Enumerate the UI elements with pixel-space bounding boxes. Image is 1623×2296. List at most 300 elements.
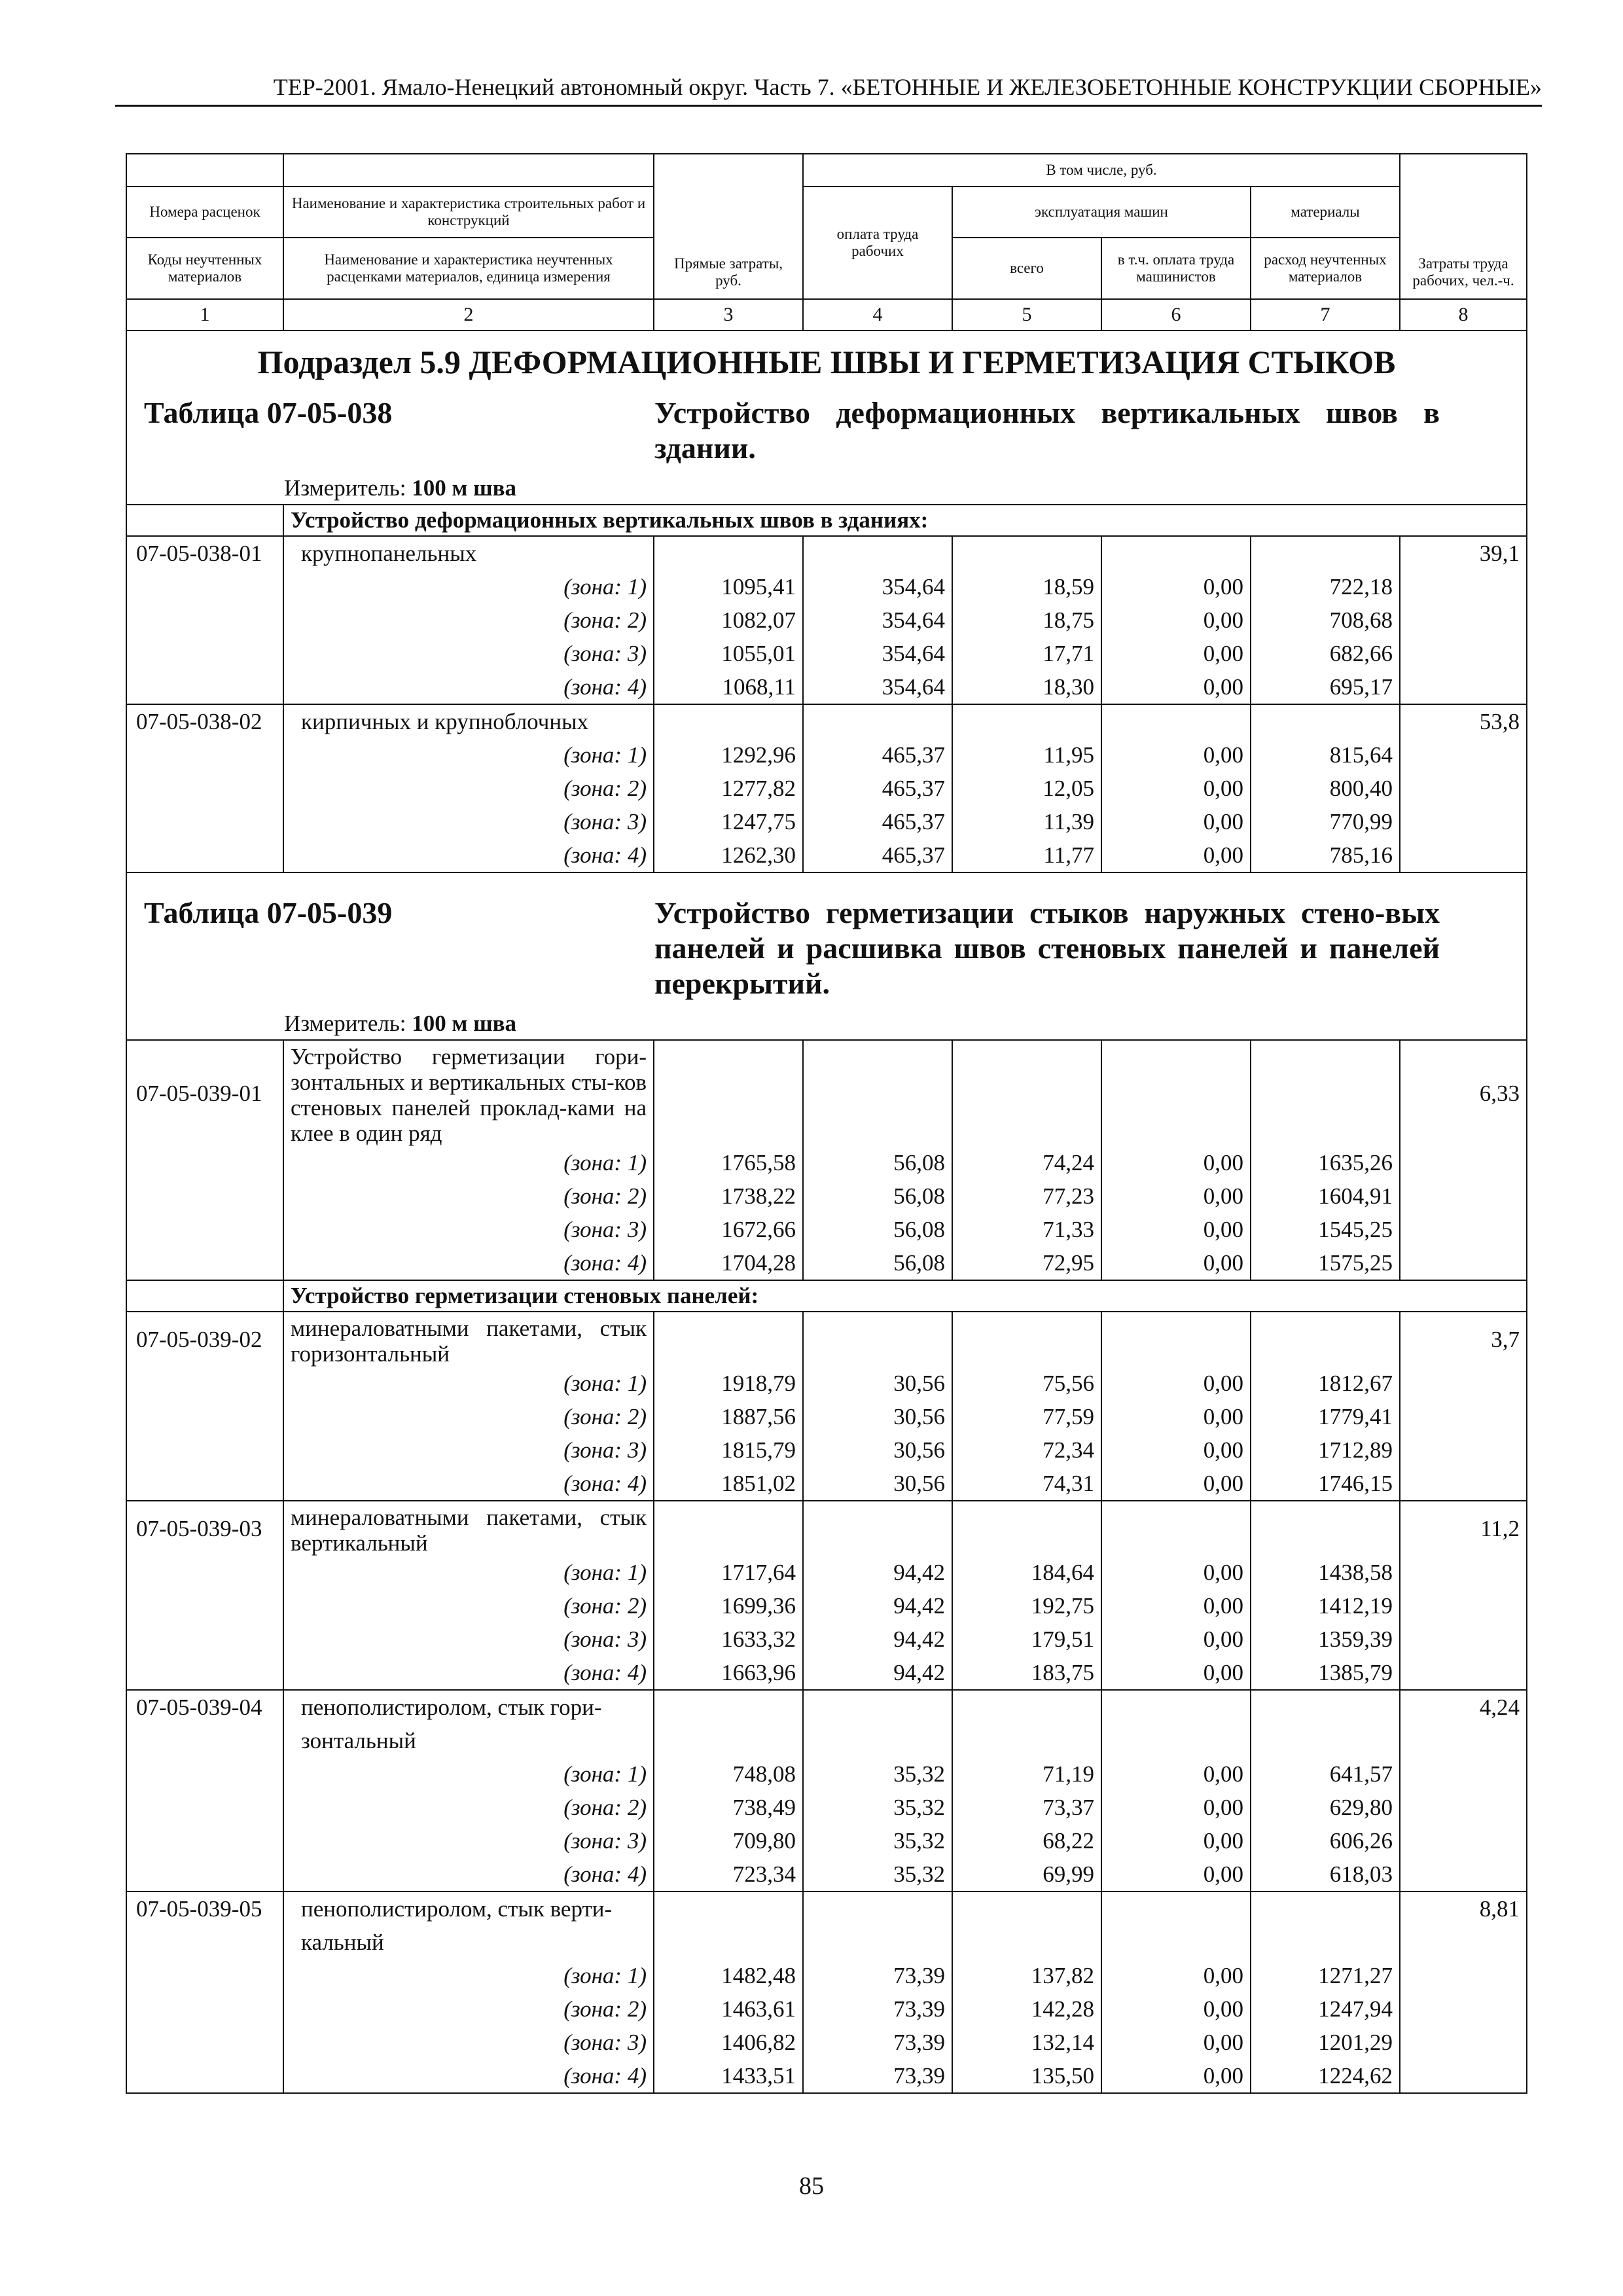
materials: 695,17 bbox=[1251, 670, 1400, 704]
rate-name: крупнопанельных bbox=[283, 536, 654, 570]
machinist-pay: 0,00 bbox=[1101, 1757, 1251, 1791]
worker-pay: 30,56 bbox=[803, 1467, 952, 1501]
empty-cell bbox=[126, 1791, 283, 1824]
zone-row bbox=[126, 1656, 1527, 1690]
direct-costs: 1717,64 bbox=[654, 1556, 803, 1589]
machine-operation: 132,14 bbox=[952, 2026, 1101, 2059]
machinist-pay: 0,00 bbox=[1101, 1213, 1251, 1246]
worker-pay: 465,37 bbox=[803, 838, 952, 872]
labor-costs: 53,8 bbox=[1400, 704, 1527, 738]
machine-operation: 73,37 bbox=[952, 1791, 1101, 1824]
rate-code: 07-05-038-02 bbox=[126, 704, 283, 738]
materials: 682,66 bbox=[1251, 637, 1400, 670]
empty-cell bbox=[1400, 1791, 1527, 1824]
empty-cell bbox=[654, 1040, 803, 1146]
materials: 1545,25 bbox=[1251, 1213, 1400, 1246]
empty-cell bbox=[1400, 1857, 1527, 1892]
zone-label: (зона: 2) bbox=[283, 772, 654, 805]
header-machine-operation: эксплуатация машин bbox=[952, 187, 1251, 238]
machinist-pay: 0,00 bbox=[1101, 838, 1251, 872]
empty-cell bbox=[1101, 536, 1251, 570]
zone-label: (зона: 3) bbox=[283, 1623, 654, 1656]
rate-code: 07-05-038-01 bbox=[126, 536, 283, 570]
zone-row bbox=[126, 738, 1527, 772]
header-row-1 bbox=[126, 154, 1527, 187]
machine-operation: 72,95 bbox=[952, 1246, 1101, 1280]
header-direct-costs: Прямые затраты, руб. bbox=[654, 154, 803, 299]
machinist-pay: 0,00 bbox=[1101, 1992, 1251, 2026]
empty-cell bbox=[1400, 1213, 1527, 1246]
rate-row bbox=[126, 1312, 1527, 1367]
empty-cell bbox=[126, 1433, 283, 1467]
materials: 815,64 bbox=[1251, 738, 1400, 772]
zone-row bbox=[126, 1757, 1527, 1791]
empty-cell bbox=[126, 1213, 283, 1246]
empty-cell bbox=[952, 1690, 1101, 1757]
direct-costs: 1704,28 bbox=[654, 1246, 803, 1280]
worker-pay: 56,08 bbox=[803, 1213, 952, 1246]
empty-cell bbox=[952, 704, 1101, 738]
zone-label: (зона: 4) bbox=[283, 1246, 654, 1280]
machine-operation: 11,39 bbox=[952, 805, 1101, 838]
header-rate-numbers: Номера расценок bbox=[126, 187, 283, 238]
zone-row bbox=[126, 1213, 1527, 1246]
zone-row bbox=[126, 838, 1527, 872]
materials: 1604,91 bbox=[1251, 1179, 1400, 1213]
worker-pay: 30,56 bbox=[803, 1400, 952, 1433]
rate-row bbox=[126, 1690, 1527, 1757]
machinist-pay: 0,00 bbox=[1101, 570, 1251, 603]
empty-cell bbox=[1400, 1656, 1527, 1690]
direct-costs: 738,49 bbox=[654, 1791, 803, 1824]
zone-label: (зона: 1) bbox=[283, 1757, 654, 1791]
worker-pay: 94,42 bbox=[803, 1623, 952, 1656]
machine-operation: 18,59 bbox=[952, 570, 1101, 603]
machinist-pay: 0,00 bbox=[1101, 2059, 1251, 2093]
measurement-value: 100 м шва bbox=[412, 1011, 517, 1036]
empty-cell bbox=[1251, 704, 1400, 738]
empty-cell bbox=[126, 2026, 283, 2059]
zone-label: (зона: 2) bbox=[283, 1400, 654, 1433]
machine-operation: 11,95 bbox=[952, 738, 1101, 772]
group-heading: Устройство деформационных вертикальных швов в зданиях: bbox=[283, 505, 1527, 536]
empty-cell bbox=[952, 1312, 1101, 1367]
group-code-cell bbox=[126, 505, 283, 536]
worker-pay: 30,56 bbox=[803, 1367, 952, 1400]
empty-cell bbox=[1251, 1312, 1400, 1367]
empty-cell bbox=[1400, 1146, 1527, 1179]
empty-cell bbox=[1101, 1040, 1251, 1146]
header-including: В том числе, руб. bbox=[803, 154, 1400, 187]
empty-cell bbox=[1400, 738, 1527, 772]
zone-label: (зона: 4) bbox=[283, 1857, 654, 1892]
worker-pay: 73,39 bbox=[803, 1992, 952, 2026]
empty-cell bbox=[1400, 1959, 1527, 1992]
empty-cell bbox=[952, 536, 1101, 570]
machine-operation: 18,75 bbox=[952, 603, 1101, 637]
empty-cell bbox=[126, 1757, 283, 1791]
machinist-pay: 0,00 bbox=[1101, 1791, 1251, 1824]
column-number: 5 bbox=[952, 299, 1101, 331]
machinist-pay: 0,00 bbox=[1101, 1623, 1251, 1656]
empty-cell bbox=[126, 637, 283, 670]
machine-operation: 71,19 bbox=[952, 1757, 1101, 1791]
direct-costs: 1082,07 bbox=[654, 603, 803, 637]
empty-cell bbox=[1400, 1556, 1527, 1589]
machinist-pay: 0,00 bbox=[1101, 1589, 1251, 1623]
labor-costs: 3,7 bbox=[1400, 1312, 1527, 1367]
rate-code: 07-05-039-02 bbox=[126, 1312, 283, 1367]
zone-label: (зона: 2) bbox=[283, 1179, 654, 1213]
table-number: Таблица 07-05-038 bbox=[144, 396, 393, 429]
machine-operation: 72,34 bbox=[952, 1433, 1101, 1467]
empty-cell bbox=[126, 1467, 283, 1501]
materials: 1412,19 bbox=[1251, 1589, 1400, 1623]
zone-row bbox=[126, 1824, 1527, 1857]
worker-pay: 94,42 bbox=[803, 1589, 952, 1623]
empty-cell bbox=[1400, 637, 1527, 670]
empty-cell bbox=[1400, 1467, 1527, 1501]
direct-costs: 1277,82 bbox=[654, 772, 803, 805]
machinist-pay: 0,00 bbox=[1101, 1556, 1251, 1589]
empty-cell bbox=[952, 1892, 1101, 1959]
zone-label: (зона: 3) bbox=[283, 1213, 654, 1246]
measurement-unit bbox=[134, 466, 1520, 504]
worker-pay: 73,39 bbox=[803, 2026, 952, 2059]
empty-cell bbox=[803, 1892, 952, 1959]
worker-pay: 73,39 bbox=[803, 2059, 952, 2093]
table-heading bbox=[134, 395, 1520, 466]
zone-row bbox=[126, 670, 1527, 704]
empty-cell bbox=[1101, 1690, 1251, 1757]
zone-row bbox=[126, 1959, 1527, 1992]
machine-operation: 74,31 bbox=[952, 1467, 1101, 1501]
subsection-title: Подраздел 5.9 ДЕФОРМАЦИОННЫЕ ШВЫ И ГЕРМЕТИЗАЦИЯ СТЫКОВ bbox=[257, 344, 1396, 380]
materials: 1779,41 bbox=[1251, 1400, 1400, 1433]
zone-label: (зона: 1) bbox=[283, 1556, 654, 1589]
zone-label: (зона: 4) bbox=[283, 670, 654, 704]
empty-cell bbox=[654, 704, 803, 738]
rate-name: пенополистиролом, стык верти-кальный bbox=[283, 1892, 654, 1959]
table-title: Устройство герметизации стыков наружных стено-вых панелей и расшивка швов стеновых панелей и панелей перекрытий. bbox=[654, 896, 1440, 1000]
materials: 1271,27 bbox=[1251, 1959, 1400, 1992]
empty-cell bbox=[654, 1690, 803, 1757]
rates-table bbox=[126, 153, 1527, 2094]
machinist-pay: 0,00 bbox=[1101, 1400, 1251, 1433]
table2-heading-row-cell bbox=[126, 873, 1527, 1040]
header-worker-pay: оплата труда рабочих bbox=[803, 187, 952, 299]
empty-cell bbox=[126, 1367, 283, 1400]
zone-row bbox=[126, 1589, 1527, 1623]
empty-cell bbox=[1400, 2026, 1527, 2059]
rate-name: минераловатными пакетами, стык горизонтальный bbox=[283, 1312, 654, 1367]
machine-operation: 17,71 bbox=[952, 637, 1101, 670]
empty-cell bbox=[654, 1892, 803, 1959]
empty-cell bbox=[803, 1501, 952, 1556]
labor-costs: 6,33 bbox=[1400, 1040, 1527, 1146]
header-materials: материалы bbox=[1251, 187, 1400, 238]
header-work-name: Наименование и характеристика строительных работ и конструкций bbox=[283, 187, 654, 238]
empty-cell bbox=[1400, 1179, 1527, 1213]
zone-label: (зона: 4) bbox=[283, 1467, 654, 1501]
machine-operation: 184,64 bbox=[952, 1556, 1101, 1589]
machinist-pay: 0,00 bbox=[1101, 1367, 1251, 1400]
group-heading-row bbox=[126, 505, 1527, 536]
empty-cell bbox=[1251, 536, 1400, 570]
direct-costs: 1055,01 bbox=[654, 637, 803, 670]
empty-cell bbox=[952, 1501, 1101, 1556]
empty-cell bbox=[1400, 603, 1527, 637]
header-blank bbox=[126, 154, 283, 187]
machinist-pay: 0,00 bbox=[1101, 1959, 1251, 1992]
direct-costs: 1247,75 bbox=[654, 805, 803, 838]
machinist-pay: 0,00 bbox=[1101, 1857, 1251, 1892]
table-heading bbox=[134, 895, 1520, 1001]
zone-row bbox=[126, 1246, 1527, 1280]
machinist-pay: 0,00 bbox=[1101, 2026, 1251, 2059]
running-header: ТЕР-2001. Ямало-Ненецкий автономный округ. Часть 7. «БЕТОННЫЕ И ЖЕЛЕЗОБЕТОННЫЕ КОНСТРУКЦИИ СБОРНЫЕ» bbox=[273, 74, 1542, 100]
rates-table-body bbox=[126, 154, 1527, 2093]
machine-operation: 75,56 bbox=[952, 1367, 1101, 1400]
materials: 629,80 bbox=[1251, 1791, 1400, 1824]
direct-costs: 1095,41 bbox=[654, 570, 803, 603]
zone-row bbox=[126, 1992, 1527, 2026]
rate-row bbox=[126, 536, 1527, 570]
zone-label: (зона: 4) bbox=[283, 838, 654, 872]
labor-costs: 39,1 bbox=[1400, 536, 1527, 570]
empty-cell bbox=[1400, 670, 1527, 704]
rate-row bbox=[126, 1501, 1527, 1556]
zone-row bbox=[126, 2059, 1527, 2093]
empty-cell bbox=[126, 738, 283, 772]
zone-row bbox=[126, 1556, 1527, 1589]
page-number: 85 bbox=[799, 2172, 824, 2200]
machine-operation: 71,33 bbox=[952, 1213, 1101, 1246]
rate-row bbox=[126, 1892, 1527, 1959]
materials: 1746,15 bbox=[1251, 1467, 1400, 1501]
zone-row bbox=[126, 1433, 1527, 1467]
worker-pay: 30,56 bbox=[803, 1433, 952, 1467]
machine-operation: 142,28 bbox=[952, 1992, 1101, 2026]
direct-costs: 1482,48 bbox=[654, 1959, 803, 1992]
machine-operation: 12,05 bbox=[952, 772, 1101, 805]
column-number: 8 bbox=[1400, 299, 1527, 331]
machine-operation: 68,22 bbox=[952, 1824, 1101, 1857]
rate-code: 07-05-039-01 bbox=[126, 1040, 283, 1146]
zone-row bbox=[126, 1857, 1527, 1892]
worker-pay: 56,08 bbox=[803, 1179, 952, 1213]
empty-cell bbox=[1400, 1400, 1527, 1433]
direct-costs: 1699,36 bbox=[654, 1589, 803, 1623]
zone-label: (зона: 3) bbox=[283, 1824, 654, 1857]
worker-pay: 465,37 bbox=[803, 805, 952, 838]
machine-operation: 135,50 bbox=[952, 2059, 1101, 2093]
rate-code: 07-05-039-04 bbox=[126, 1690, 283, 1757]
table1-heading-row-cell bbox=[126, 331, 1527, 505]
empty-cell bbox=[126, 1959, 283, 1992]
empty-cell bbox=[1101, 1892, 1251, 1959]
machine-operation: 11,77 bbox=[952, 838, 1101, 872]
zone-label: (зона: 1) bbox=[283, 738, 654, 772]
machine-operation: 77,23 bbox=[952, 1179, 1101, 1213]
zone-label: (зона: 2) bbox=[283, 1589, 654, 1623]
machine-operation: 192,75 bbox=[952, 1589, 1101, 1623]
empty-cell bbox=[1400, 805, 1527, 838]
materials: 770,99 bbox=[1251, 805, 1400, 838]
machine-operation: 74,24 bbox=[952, 1146, 1101, 1179]
direct-costs: 1433,51 bbox=[654, 2059, 803, 2093]
direct-costs: 1406,82 bbox=[654, 2026, 803, 2059]
zone-row bbox=[126, 772, 1527, 805]
direct-costs: 1765,58 bbox=[654, 1146, 803, 1179]
labor-costs: 11,2 bbox=[1400, 1501, 1527, 1556]
empty-cell bbox=[126, 805, 283, 838]
empty-cell bbox=[126, 1623, 283, 1656]
materials: 1635,26 bbox=[1251, 1146, 1400, 1179]
direct-costs: 1633,32 bbox=[654, 1623, 803, 1656]
zone-label: (зона: 2) bbox=[283, 603, 654, 637]
zone-label: (зона: 1) bbox=[283, 1146, 654, 1179]
direct-costs: 1262,30 bbox=[654, 838, 803, 872]
zone-label: (зона: 2) bbox=[283, 1791, 654, 1824]
empty-cell bbox=[126, 1400, 283, 1433]
zone-row bbox=[126, 1623, 1527, 1656]
machinist-pay: 0,00 bbox=[1101, 1824, 1251, 1857]
machinist-pay: 0,00 bbox=[1101, 1656, 1251, 1690]
worker-pay: 35,32 bbox=[803, 1857, 952, 1892]
labor-costs: 8,81 bbox=[1400, 1892, 1527, 1959]
rate-row bbox=[126, 1040, 1527, 1146]
header-incl-machinist-pay: в т.ч. оплата труда машинистов bbox=[1101, 238, 1251, 299]
empty-cell bbox=[1251, 1040, 1400, 1146]
worker-pay: 35,32 bbox=[803, 1757, 952, 1791]
empty-cell bbox=[126, 1146, 283, 1179]
table-title: Устройство деформационных вертикальных швов в здании. bbox=[654, 396, 1440, 465]
machinist-pay: 0,00 bbox=[1101, 738, 1251, 772]
zone-row bbox=[126, 1179, 1527, 1213]
materials: 1438,58 bbox=[1251, 1556, 1400, 1589]
worker-pay: 56,08 bbox=[803, 1146, 952, 1179]
empty-cell bbox=[1400, 1433, 1527, 1467]
empty-cell bbox=[1400, 1367, 1527, 1400]
worker-pay: 465,37 bbox=[803, 772, 952, 805]
machine-operation: 18,30 bbox=[952, 670, 1101, 704]
zone-label: (зона: 3) bbox=[283, 1433, 654, 1467]
worker-pay: 354,64 bbox=[803, 670, 952, 704]
zone-row bbox=[126, 637, 1527, 670]
column-number: 4 bbox=[803, 299, 952, 331]
zone-label: (зона: 4) bbox=[283, 1656, 654, 1690]
machinist-pay: 0,00 bbox=[1101, 1467, 1251, 1501]
materials: 1247,94 bbox=[1251, 1992, 1400, 2026]
empty-cell bbox=[126, 603, 283, 637]
materials: 800,40 bbox=[1251, 772, 1400, 805]
empty-cell bbox=[1400, 1824, 1527, 1857]
zone-row bbox=[126, 805, 1527, 838]
table1-heading-row bbox=[126, 331, 1527, 505]
empty-cell bbox=[1101, 704, 1251, 738]
empty-cell bbox=[952, 1040, 1101, 1146]
empty-cell bbox=[1400, 1757, 1527, 1791]
empty-cell bbox=[803, 704, 952, 738]
zone-row bbox=[126, 2026, 1527, 2059]
measurement-label: Измеритель: bbox=[284, 475, 406, 501]
materials: 1812,67 bbox=[1251, 1367, 1400, 1400]
column-number: 6 bbox=[1101, 299, 1251, 331]
empty-cell bbox=[803, 536, 952, 570]
materials: 641,57 bbox=[1251, 1757, 1400, 1791]
empty-cell bbox=[1400, 2059, 1527, 2093]
empty-cell bbox=[126, 1246, 283, 1280]
empty-cell bbox=[126, 1656, 283, 1690]
zone-label: (зона: 3) bbox=[283, 805, 654, 838]
column-number-row bbox=[126, 299, 1527, 331]
zone-label: (зона: 4) bbox=[283, 2059, 654, 2093]
materials: 1359,39 bbox=[1251, 1623, 1400, 1656]
empty-cell bbox=[126, 1179, 283, 1213]
group-code-cell bbox=[126, 1280, 283, 1312]
direct-costs: 1672,66 bbox=[654, 1213, 803, 1246]
materials: 1201,29 bbox=[1251, 2026, 1400, 2059]
labor-costs: 4,24 bbox=[1400, 1690, 1527, 1757]
zone-row bbox=[126, 570, 1527, 603]
materials: 606,26 bbox=[1251, 1824, 1400, 1857]
empty-cell bbox=[126, 772, 283, 805]
column-number: 7 bbox=[1251, 299, 1400, 331]
direct-costs: 1815,79 bbox=[654, 1433, 803, 1467]
measurement-unit bbox=[134, 1001, 1520, 1039]
column-number: 1 bbox=[126, 299, 283, 331]
direct-costs: 748,08 bbox=[654, 1757, 803, 1791]
zone-row bbox=[126, 1367, 1527, 1400]
empty-cell bbox=[126, 838, 283, 872]
zone-row bbox=[126, 1400, 1527, 1433]
group-heading: Устройство герметизации стеновых панелей: bbox=[283, 1280, 1527, 1312]
column-number: 3 bbox=[654, 299, 803, 331]
measurement-value: 100 м шва bbox=[412, 475, 517, 501]
rate-row bbox=[126, 704, 1527, 738]
machinist-pay: 0,00 bbox=[1101, 1433, 1251, 1467]
empty-cell bbox=[126, 1824, 283, 1857]
empty-cell bbox=[1251, 1501, 1400, 1556]
empty-cell bbox=[1400, 838, 1527, 872]
materials: 618,03 bbox=[1251, 1857, 1400, 1892]
empty-cell bbox=[126, 1992, 283, 2026]
worker-pay: 465,37 bbox=[803, 738, 952, 772]
empty-cell bbox=[1400, 570, 1527, 603]
table-number: Таблица 07-05-039 bbox=[144, 896, 393, 929]
materials: 708,68 bbox=[1251, 603, 1400, 637]
header-material-names: Наименование и характеристика неучтенных расценками материалов, единица измерения bbox=[283, 238, 654, 299]
worker-pay: 56,08 bbox=[803, 1246, 952, 1280]
worker-pay: 94,42 bbox=[803, 1556, 952, 1589]
rate-name: кирпичных и крупноблочных bbox=[283, 704, 654, 738]
worker-pay: 35,32 bbox=[803, 1824, 952, 1857]
header-rule bbox=[115, 105, 1542, 107]
materials: 722,18 bbox=[1251, 570, 1400, 603]
materials: 1224,62 bbox=[1251, 2059, 1400, 2093]
empty-cell bbox=[1400, 1992, 1527, 2026]
header-blank bbox=[283, 154, 654, 187]
machinist-pay: 0,00 bbox=[1101, 772, 1251, 805]
zone-label: (зона: 1) bbox=[283, 570, 654, 603]
rates-table-wrapper bbox=[126, 153, 1526, 2094]
machinist-pay: 0,00 bbox=[1101, 603, 1251, 637]
column-number: 2 bbox=[283, 299, 654, 331]
zone-row bbox=[126, 1146, 1527, 1179]
header-labor-costs: Затраты труда рабочих, чел.-ч. bbox=[1400, 154, 1527, 299]
worker-pay: 354,64 bbox=[803, 603, 952, 637]
